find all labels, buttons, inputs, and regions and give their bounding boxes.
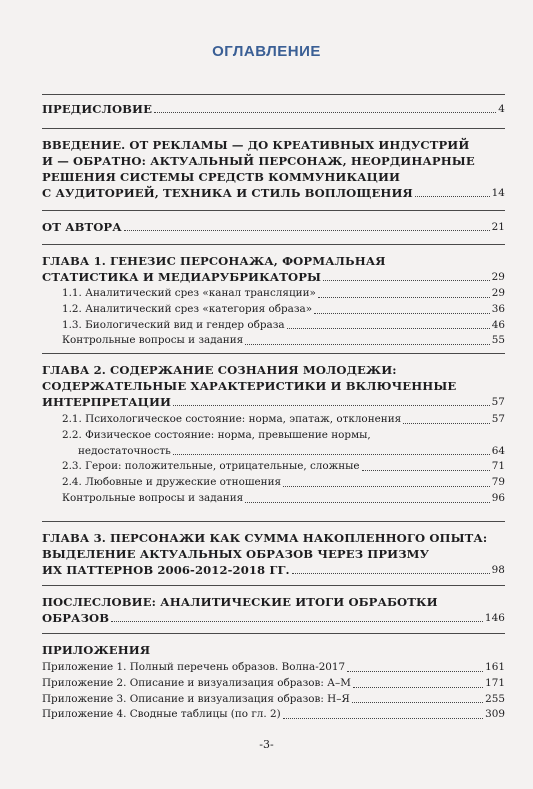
page-ref: 21 — [491, 221, 505, 233]
dot-leader — [415, 196, 490, 197]
entry-title-line: ИХ ПАТТЕРНОВ 2006-2012-2018 ГГ. — [42, 563, 290, 577]
entry-title-line: ГЛАВА 2. СОДЕРЖАНИЕ СОЗНАНИЯ МОЛОДЕЖИ: — [42, 363, 397, 377]
page-number: -3- — [259, 738, 274, 751]
toc-entry-afterword[interactable] — [42, 594, 505, 626]
toc-subsections-chapter-2 — [42, 412, 505, 507]
subentry-title: 2.4. Любовные и дружеские отношения — [62, 476, 282, 489]
divider — [42, 633, 505, 634]
dot-leader — [292, 573, 490, 574]
toc-subentry[interactable] — [42, 676, 505, 692]
toc-subentry[interactable] — [42, 302, 505, 318]
page-ref: 171 — [485, 676, 505, 689]
toc-subentry[interactable] — [42, 428, 505, 444]
divider — [42, 521, 505, 522]
subentry-title: Контрольные вопросы и задания — [62, 491, 244, 504]
toc-entry-chapter-3[interactable] — [42, 530, 505, 578]
entry-title: ПРИЛОЖЕНИЯ — [42, 643, 151, 657]
toc-subentry[interactable] — [42, 318, 505, 334]
subentry-title: 1.2. Аналитический срез «категория образа» — [62, 302, 313, 315]
subentry-title: 1.1. Аналитический срез «канал трансляции» — [62, 287, 316, 299]
divider — [42, 585, 505, 586]
page-ref: 46 — [491, 318, 505, 331]
entry-title-line: СТАТИСТИКА И МЕДИАРУБРИКАТОРЫ — [42, 270, 322, 284]
dot-leader — [154, 112, 496, 113]
dot-leader — [245, 344, 490, 345]
entry-title-line: С АУДИТОРИЕЙ, ТЕХНИКА И СТИЛЬ ВОПЛОЩЕНИЯ — [42, 186, 413, 200]
page-ref: 55 — [491, 334, 505, 347]
dot-leader — [314, 313, 490, 314]
toc-subentry[interactable] — [42, 660, 505, 676]
entry-title-line: СОДЕРЖАТЕЛЬНЫЕ ХАРАКТЕРИСТИКИ И ВКЛЮЧЕННЫЕ — [42, 379, 457, 393]
toc-subentry[interactable] — [42, 692, 505, 708]
page-ref: 161 — [485, 661, 505, 673]
dot-leader — [173, 454, 490, 455]
page-ref: 71 — [491, 460, 505, 473]
entry-title: ОТ АВТОРА — [42, 220, 122, 234]
subentry-title: 2.2. Физическое состояние: норма, превышение нормы, — [62, 428, 371, 441]
toc-entry-appendices[interactable] — [42, 642, 505, 658]
entry-title-line: ИНТЕРПРЕТАЦИИ — [42, 395, 172, 409]
divider — [42, 94, 505, 95]
subentry-title: Приложение 3. Описание и визуализация образов: Н–Я — [42, 692, 350, 705]
toc-subentry[interactable] — [42, 412, 505, 428]
toc-entry-intro[interactable] — [42, 137, 505, 201]
divider — [42, 128, 505, 129]
entry-title-line: ВЫДЕЛЕНИЕ АКТУАЛЬНЫХ ОБРАЗОВ ЧЕРЕЗ ПРИЗМУ — [42, 547, 430, 561]
toc-title: ОГЛАВЛЕНИЕ — [212, 43, 321, 60]
page-ref: 98 — [491, 564, 505, 576]
page-ref: 64 — [491, 444, 505, 457]
entry-title-line: ГЛАВА 3. ПЕРСОНАЖИ КАК СУММА НАКОПЛЕННОГО ОПЫТА: — [42, 531, 488, 545]
subentry-title: недостаточность — [78, 444, 171, 457]
dot-leader — [111, 621, 483, 622]
dot-leader — [352, 702, 483, 703]
entry-title-line: ВВЕДЕНИЕ. ОТ РЕКЛАМЫ — ДО КРЕАТИВНЫХ ИНДУСТРИЙ — [42, 138, 470, 152]
subentry-title: Приложение 1. Полный перечень образов. Волна-2017 — [42, 661, 346, 673]
toc-subentry[interactable] — [42, 459, 505, 475]
page-ref: 29 — [491, 287, 505, 299]
subentry-title: 1.3. Биологический вид и гендер образа — [62, 318, 285, 331]
page-ref: 29 — [491, 271, 505, 283]
dot-leader — [283, 718, 484, 719]
dot-leader — [353, 687, 483, 688]
entry-title-line: И — ОБРАТНО: АКТУАЛЬНЫЙ ПЕРСОНАЖ, НЕОРДИНАРНЫЕ — [42, 154, 475, 168]
dot-leader — [318, 297, 490, 298]
subentry-title: Контрольные вопросы и задания — [62, 334, 244, 347]
page-ref: 57 — [491, 413, 505, 425]
entry-title-line: ПОСЛЕСЛОВИЕ: АНАЛИТИЧЕСКИЕ ИТОГИ ОБРАБОТКИ — [42, 595, 438, 609]
dot-leader — [173, 405, 490, 406]
toc-entry-chapter-2[interactable] — [42, 362, 505, 410]
entry-title-line: ОБРАЗОВ — [42, 611, 110, 625]
subentry-title: 2.3. Герои: положительные, отрицательные, сложные — [62, 460, 360, 473]
toc-entry-author[interactable] — [42, 219, 505, 235]
toc-entry-chapter-1[interactable] — [42, 253, 505, 285]
dot-leader — [323, 280, 490, 281]
page-ref: 309 — [485, 708, 505, 721]
toc-subentry[interactable] — [42, 491, 505, 507]
subentry-title: Приложение 2. Описание и визуализация образов: А–М — [42, 676, 351, 689]
entry-title-line: ГЛАВА 1. ГЕНЕЗИС ПЕРСОНАЖА, ФОРМАЛЬНАЯ — [42, 254, 386, 268]
dot-leader — [362, 470, 490, 471]
toc-subentry[interactable] — [42, 333, 505, 349]
toc-subsections-chapter-1 — [42, 286, 505, 349]
page-ref: 4 — [498, 103, 505, 115]
entry-title: ПРЕДИСЛОВИЕ — [42, 102, 153, 116]
dot-leader — [287, 328, 490, 329]
page-ref: 14 — [491, 187, 505, 199]
divider — [42, 210, 505, 211]
toc-entry-preface[interactable] — [42, 101, 505, 117]
dot-leader — [347, 671, 483, 672]
dot-leader — [283, 486, 490, 487]
toc-subentry[interactable] — [42, 707, 505, 723]
page-ref: 57 — [491, 396, 505, 408]
toc-subentry[interactable] — [42, 286, 505, 302]
toc-subentry-continuation[interactable] — [42, 444, 505, 460]
subentry-title: 2.1. Психологическое состояние: норма, эпатаж, отклонения — [62, 413, 402, 425]
dot-leader — [124, 230, 490, 231]
page-ref: 79 — [491, 476, 505, 489]
page-ref: 255 — [485, 692, 505, 705]
toc-subentry[interactable] — [42, 475, 505, 491]
page-ref: 36 — [491, 302, 505, 315]
divider — [42, 353, 505, 354]
dot-leader — [403, 423, 490, 424]
page-ref: 146 — [484, 612, 505, 624]
page-ref: 96 — [491, 491, 505, 504]
subentry-title: Приложение 4. Сводные таблицы (по гл. 2) — [42, 708, 281, 721]
toc-appendix-list — [42, 660, 505, 723]
dot-leader — [245, 502, 490, 503]
entry-title-line: РЕШЕНИЯ СИСТЕМЫ СРЕДСТВ КОММУНИКАЦИИ — [42, 170, 401, 184]
divider — [42, 244, 505, 245]
